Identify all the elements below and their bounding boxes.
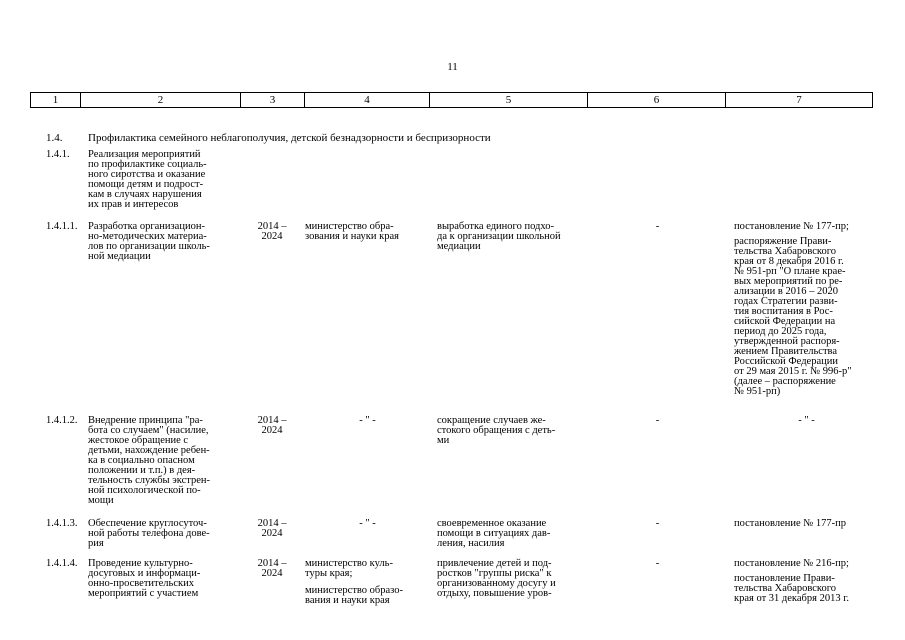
- column-header-1: 1: [31, 93, 81, 108]
- row-indicator: -: [655, 558, 660, 569]
- row-number: 1.4.1.4.: [46, 558, 78, 569]
- row-period: 2014 – 2024: [257, 221, 287, 242]
- page-number: 11: [447, 61, 458, 73]
- row-indicator: -: [655, 518, 660, 529]
- row-name: Обеспечение круглосуточ- ной работы телефона дове- рия: [88, 518, 210, 549]
- column-header-4: 4: [305, 93, 430, 108]
- row-executor: министерство обра- зования и науки края: [305, 221, 399, 242]
- row-basis: постановление № 216-пр;: [734, 558, 849, 569]
- row-basis-secondary: постановление Прави- тельства Хабаровского края от 31 декабря 2013 г.: [734, 573, 849, 604]
- column-header-row: [30, 92, 873, 108]
- row-executor: министерство куль- туры края;: [305, 558, 393, 579]
- row-executor: - " -: [359, 415, 376, 426]
- section-title: Профилактика семейного неблагополучия, детской безнадзорности и беспризорности: [88, 132, 491, 144]
- column-header-7: 7: [726, 93, 873, 108]
- column-header-6: 6: [588, 93, 726, 108]
- row-name: Внедрение принципа "ра- бота со случаем" (насилие, жестокое обращение с детьми, нахождение ребен- ка в социально опасном положении и т.п.) в дея- тельность службы экстрен- ной психологической по- мощи: [88, 415, 210, 506]
- row-number: 1.4.1.3.: [46, 518, 78, 529]
- row-period: 2014 – 2024: [257, 415, 287, 436]
- row-name: Реализация мероприятий по профилактике социаль- ного сиротства и оказание помощи детям и подрост- кам в случаях нарушения их прав и интересов: [88, 149, 207, 210]
- row-basis-secondary: распоряжение Прави- тельства Хабаровского края от 8 декабря 2016 г. № 951-рп "О плане крае- вых мероприятий по ре- ализации в 2016 – 2020 годах Стратегии разви- тия воспитания в Рос- сийской Федерации на период до 2025 года, утвержденной распоря- жением Правительства Российской Федерации от 29 мая 2015 г. № 996-р" (далее – распоряжение № 951-рп): [734, 236, 852, 397]
- row-period: 2014 – 2024: [257, 518, 287, 539]
- row-result: сокращение случаев же- стокого обращения с деть- ми: [437, 415, 556, 446]
- section-number: 1.4.: [46, 132, 63, 144]
- column-header-2: 2: [81, 93, 241, 108]
- row-executor: - " -: [359, 518, 376, 529]
- row-indicator: -: [655, 221, 660, 232]
- column-header-3: 3: [241, 93, 305, 108]
- row-indicator: -: [655, 415, 660, 426]
- row-number: 1.4.1.1.: [46, 221, 78, 232]
- row-result: выработка единого подхо- да к организации школьной медиации: [437, 221, 561, 252]
- row-result: привлечение детей и под- ростков "группы риска" к организованному досугу и отдыху, повышение уров-: [437, 558, 556, 599]
- row-name: Проведение культурно- досуговых и информаци- онно-просветительских мероприятий с участием: [88, 558, 201, 599]
- row-number: 1.4.1.: [46, 149, 70, 160]
- row-executor-secondary: министерство образо- вания и науки края: [305, 585, 404, 606]
- row-basis: - " -: [798, 415, 815, 426]
- row-basis: постановление № 177-пр;: [734, 221, 849, 232]
- row-name: Разработка организацион- но-методических материа- лов по организации школь- ной медиации: [88, 221, 210, 262]
- row-result: своевременное оказание помощи в ситуациях дав- ления, насилия: [437, 518, 551, 549]
- row-period: 2014 – 2024: [257, 558, 287, 579]
- column-header-5: 5: [430, 93, 588, 108]
- row-number: 1.4.1.2.: [46, 415, 78, 426]
- row-basis: постановление № 177-пр: [734, 518, 847, 529]
